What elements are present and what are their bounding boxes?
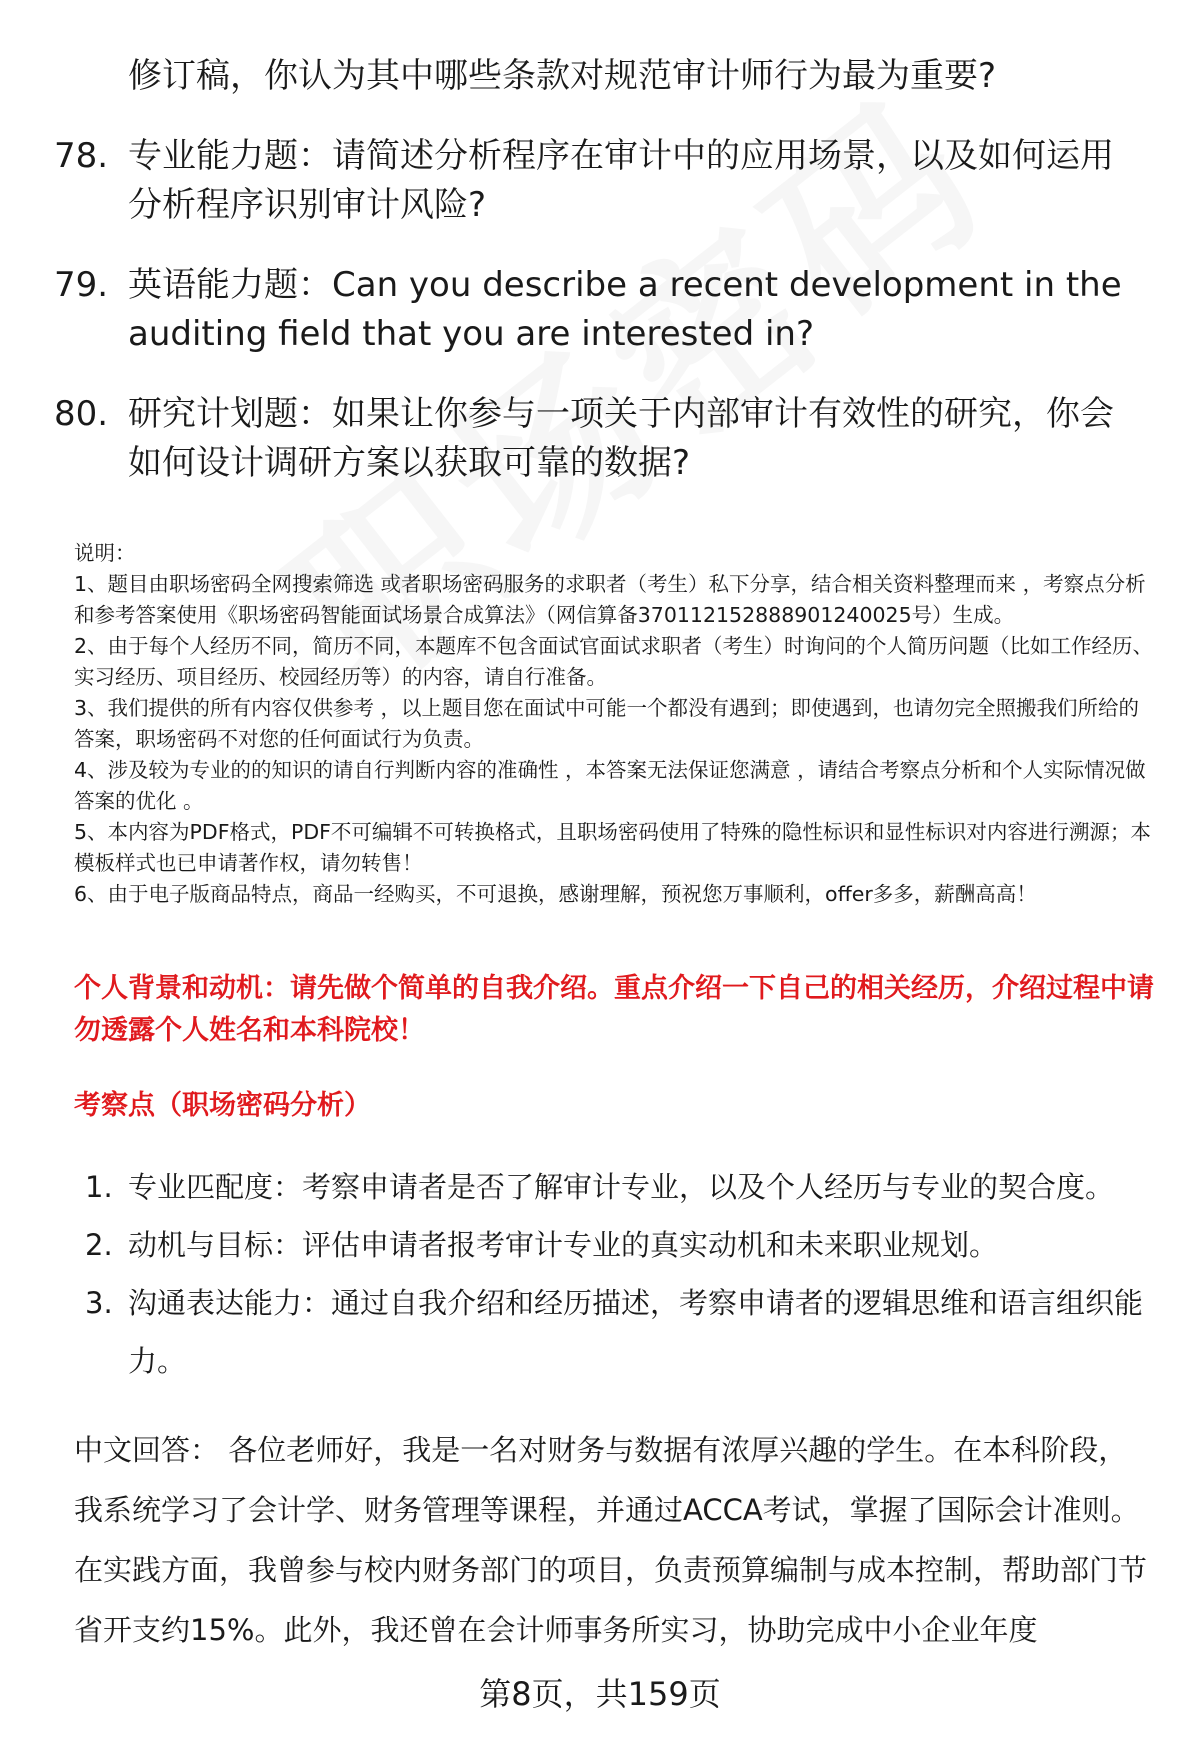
note-item: 5、本内容为PDF格式，PDF不可编辑不可转换格式，且职场密码使用了特殊的隐性标识和显性标识对内容进行溯源；本模板样式也已申请著作权，请勿转售！ bbox=[74, 820, 1151, 875]
note-item: 2、由于每个人经历不同，简历不同，本题库不包含面试官面试求职者（考生）时询问的个人简历问题（比如工作经历、实习经历、项目经历、校园经历等）的内容，请自行准备。 bbox=[74, 634, 1154, 689]
question-text: 英语能力题：Can you describe a recent development in the auditing field that you are interested in? bbox=[128, 265, 1122, 354]
question-item bbox=[0, 390, 1138, 488]
question-text: 专业能力题：请简述分析程序在审计中的应用场景，以及如何运用分析程序识别审计风险? bbox=[128, 136, 1114, 225]
question-item bbox=[0, 132, 1138, 230]
point-number: 3. bbox=[85, 1286, 113, 1320]
analysis-heading: 考察点（职场密码分析） bbox=[74, 1090, 371, 1121]
question-number: 78. bbox=[54, 136, 109, 176]
point-text: 沟通表达能力：通过自我介绍和经历描述，考察申请者的逻辑思维和语言组织能力。 bbox=[128, 1286, 1144, 1378]
question-number: 79. bbox=[54, 265, 109, 305]
interview-question-title: 个人背景和动机：请先做个简单的自我介绍。重点介绍一下自己的相关经历，介绍过程中请勿透露个人姓名和本科院校！ bbox=[74, 973, 1154, 1046]
point-text: 动机与目标：评估申请者报考审计专业的真实动机和未来职业规划。 bbox=[128, 1228, 999, 1262]
note-item: 1、题目由职场密码全网搜索筛选 或者职场密码服务的求职者（考生）私下分享，结合相关资料整理而来 ，考察点分析和参考答案使用《职场密码智能面试场景合成算法》（网信算备370112152888901240025号）生成。 bbox=[74, 572, 1146, 627]
analysis-point bbox=[0, 1216, 1148, 1274]
chinese-answer: 中文回答： 各位老师好，我是一名对财务与数据有浓厚兴趣的学生。在本科阶段，我系统学习了会计学、财务管理等课程，并通过ACCA考试，掌握了国际会计准则。在实践方面，我曾参与校内财务部门的项目，负责预算编制与成本控制，帮助部门节省开支约15%。此外，我还曾在会计师事务所实习，协助完成中小企业年度 bbox=[74, 1433, 1148, 1647]
question-item bbox=[0, 261, 1138, 359]
note-item: 6、由于电子版商品特点，商品一经购买，不可退换，感谢理解，预祝您万事顺利，offer多多，薪酬高高！ bbox=[74, 882, 1037, 906]
question-77-continuation: 修订稿，你认为其中哪些条款对规范审计师行为最为重要? bbox=[128, 56, 997, 96]
analysis-point bbox=[0, 1158, 1148, 1216]
point-number: 2. bbox=[85, 1228, 113, 1262]
analysis-points bbox=[0, 1158, 1200, 1390]
question-text: 研究计划题：如果让你参与一项关于内部审计有效性的研究，你会如何设计调研方案以获取可靠的数据? bbox=[128, 394, 1114, 483]
point-text: 专业匹配度：考察申请者是否了解审计专业，以及个人经历与专业的契合度。 bbox=[128, 1170, 1115, 1204]
question-number: 80. bbox=[54, 394, 109, 434]
analysis-point bbox=[0, 1274, 1148, 1390]
point-number: 1. bbox=[85, 1170, 113, 1204]
page-number: 第8页，共159页 bbox=[479, 1675, 721, 1713]
note-item: 4、涉及较为专业的的知识的请自行判断内容的准确性 ，本答案无法保证您满意 ，请结合考察点分析和个人实际情况做答案的优化 。 bbox=[74, 758, 1146, 813]
notes-section bbox=[74, 538, 1154, 910]
question-list bbox=[0, 52, 1200, 519]
notes-heading: 说明： bbox=[74, 541, 136, 565]
note-item: 3、我们提供的所有内容仅供参考 ，以上题目您在面试中可能一个都没有遇到；即使遇到，也请勿完全照搬我们所给的答案，职场密码不对您的任何面试行为负责。 bbox=[74, 696, 1140, 751]
